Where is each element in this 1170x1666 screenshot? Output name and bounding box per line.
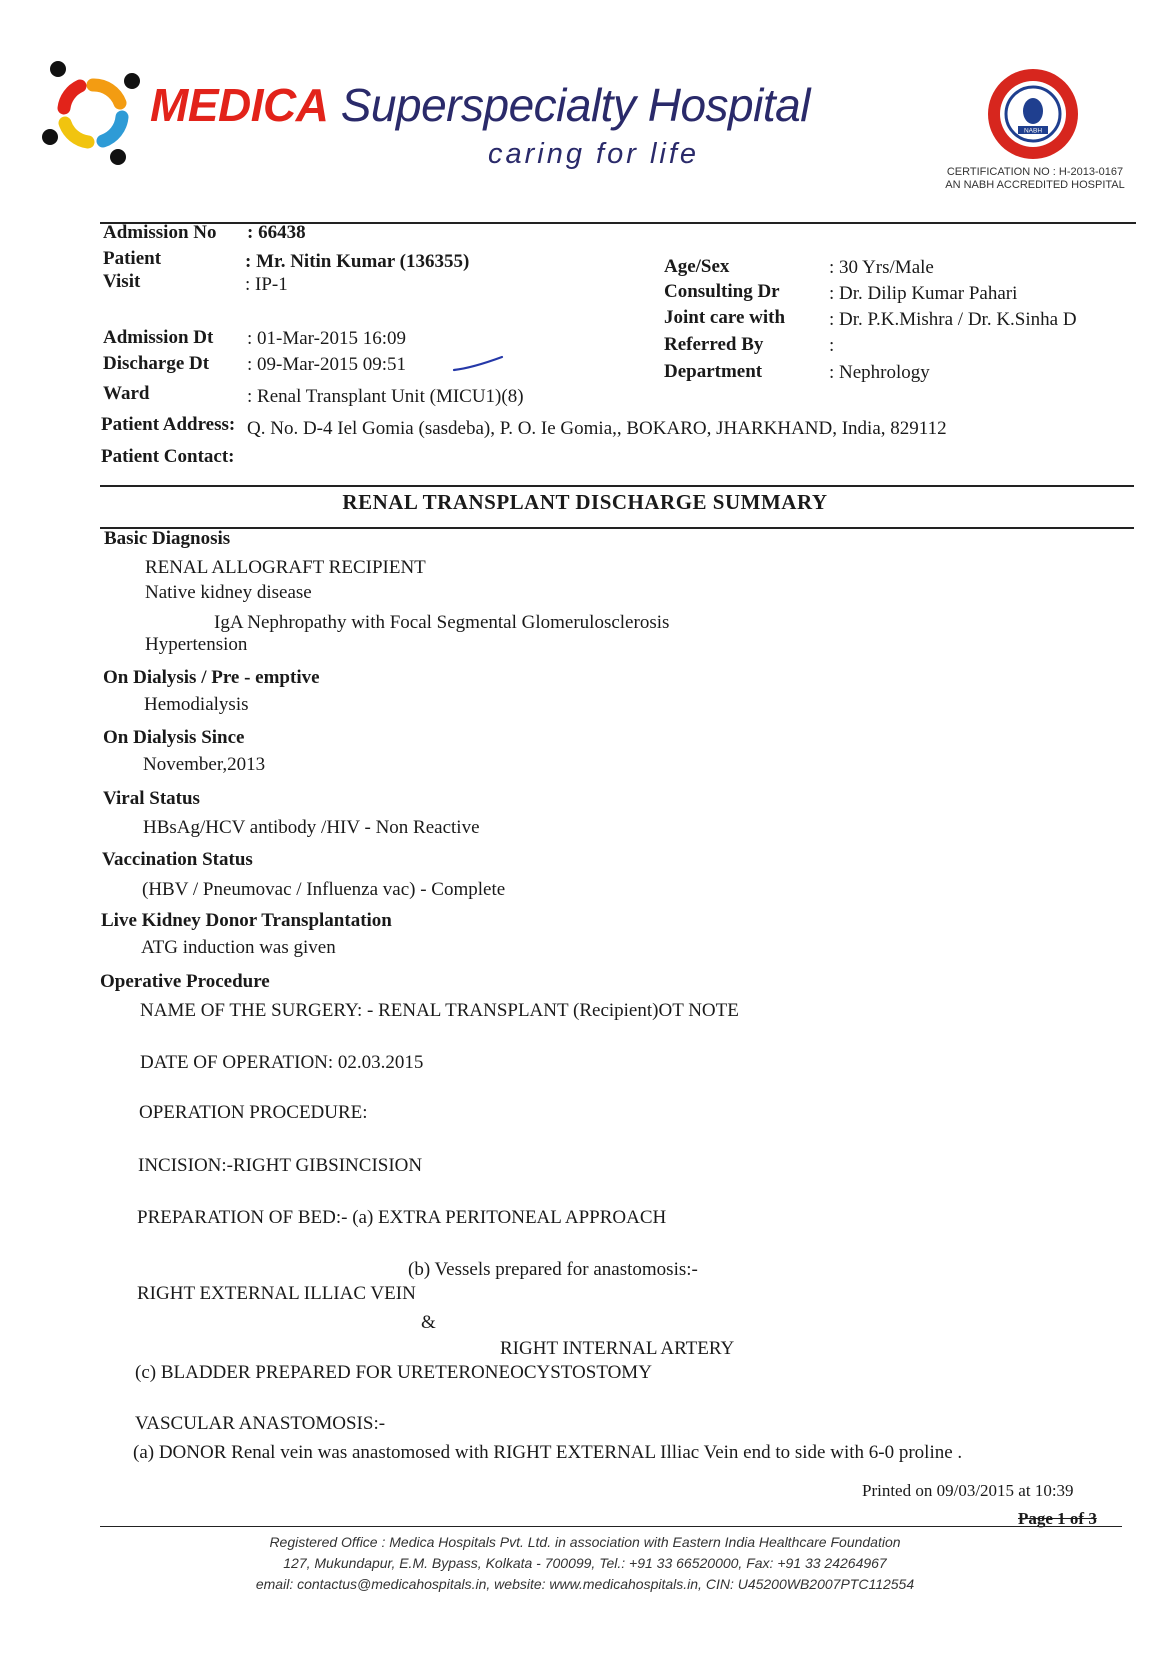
page-number: Page 1 of 3 <box>1018 1509 1097 1528</box>
diagnosis-line: IgA Nephropathy with Focal Segmental Glomerulosclerosis <box>214 612 670 633</box>
document-title: RENAL TRANSPLANT DISCHARGE SUMMARY <box>342 490 828 514</box>
footer-contact: email: contactus@medicahospitals.in, website: www.medicahospitals.in, CIN: U45200WB2007PTC112554 <box>255 1576 915 1592</box>
live-donor-value: ATG induction was given <box>141 937 336 958</box>
on-dialysis-value: Hemodialysis <box>144 694 249 715</box>
consulting-dr-label: Consulting Dr <box>664 281 780 302</box>
operation-note-line: NAME OF THE SURGERY: - RENAL TRANSPLANT (Recipient)OT NOTE <box>140 1000 739 1021</box>
department-value: : Nephrology <box>829 362 930 383</box>
viral-status-heading: Viral Status <box>103 788 200 809</box>
title-bottom-rule <box>100 527 1134 529</box>
operation-note-line: RIGHT EXTERNAL ILLIAC VEIN <box>137 1283 416 1304</box>
operation-note-line: (b) Vessels prepared for anastomosis:- <box>408 1259 698 1280</box>
brand-superspecialty: Superspecialty Hospital <box>340 79 810 131</box>
joint-care-label: Joint care with <box>664 307 786 328</box>
operation-note-line: VASCULAR ANASTOMOSIS:- <box>135 1413 386 1434</box>
patient-address-label: Patient Address: <box>101 414 236 435</box>
diagnosis-line: RENAL ALLOGRAFT RECIPIENT <box>145 557 426 578</box>
patient-address-value: Q. No. D-4 Iel Gomia (sasdeba), P. O. Ie Gomia,, BOKARO, JHARKHAND, India, 829112 <box>247 418 947 439</box>
operation-note-line: INCISION:-RIGHT GIBSINCISION <box>138 1155 423 1176</box>
pen-tick-icon <box>452 354 504 374</box>
certification-number: CERTIFICATION NO : H-2013-0167 <box>946 166 1124 178</box>
ward-label: Ward <box>103 383 150 404</box>
patient-value: : Mr. Nitin Kumar (136355) <box>245 251 470 272</box>
vaccination-status-heading: Vaccination Status <box>102 849 253 870</box>
age-sex-value: : 30 Yrs/Male <box>829 257 934 278</box>
referred-by-value: : <box>829 335 835 356</box>
ward-value: : Renal Transplant Unit (MICU1)(8) <box>247 386 524 407</box>
viral-status-value: HBsAg/HCV antibody /HIV - Non Reactive <box>143 817 480 838</box>
operation-note-line: & <box>421 1312 436 1333</box>
operation-note-line: DATE OF OPERATION: 02.03.2015 <box>140 1052 424 1073</box>
age-sex-label: Age/Sex <box>664 256 730 277</box>
footer-registered-office: Registered Office : Medica Hospitals Pvt. Ltd. in association with Eastern India Healthcare Foundation <box>269 1534 901 1550</box>
footer-address: 127, Mukundapur, E.M. Bypass, Kolkata - 700099, Tel.: +91 33 66520000, Fax: +91 33 24264967 <box>283 1555 887 1571</box>
joint-care-value: : Dr. P.K.Mishra / Dr. K.Sinha D <box>829 309 1077 330</box>
printed-on-timestamp: Printed on 09/03/2015 at 10:39 <box>862 1481 1074 1500</box>
footer-rule <box>100 1526 1122 1527</box>
tagline: caring for life <box>488 138 700 170</box>
diagnosis-line: Native kidney disease <box>145 582 312 603</box>
vaccination-status-value: (HBV / Pneumovac / Influenza vac) - Complete <box>142 879 506 900</box>
accreditation-note: AN NABH ACCREDITED HOSPITAL <box>945 179 1125 191</box>
operative-procedure-heading: Operative Procedure <box>100 971 270 992</box>
admission-no-value: : 66438 <box>247 222 306 243</box>
operation-note-line: (a) DONOR Renal vein was anastomosed with RIGHT EXTERNAL Illiac Vein end to side with 6-0 proline . <box>133 1442 963 1463</box>
department-label: Department <box>664 361 763 382</box>
admission-dt-label: Admission Dt <box>103 327 214 348</box>
brand-medica: MEDICA <box>150 79 329 131</box>
seal-text: NABH <box>1023 127 1043 135</box>
discharge-dt-label: Discharge Dt <box>103 353 210 374</box>
discharge-dt-value: : 09-Mar-2015 09:51 <box>247 354 406 375</box>
visit-value: : IP-1 <box>245 274 288 295</box>
basic-diagnosis-heading: Basic Diagnosis <box>104 528 231 549</box>
hospital-brand <box>150 78 810 132</box>
on-dialysis-heading: On Dialysis / Pre - emptive <box>103 667 320 688</box>
dialysis-since-value: November,2013 <box>143 754 266 775</box>
nabh-seal-icon <box>985 66 1081 162</box>
operation-note-line: RIGHT INTERNAL ARTERY <box>500 1338 735 1359</box>
visit-label: Visit <box>103 271 141 292</box>
patient-label: Patient <box>103 248 162 269</box>
title-top-rule <box>100 485 1134 487</box>
dialysis-since-heading: On Dialysis Since <box>103 727 245 748</box>
consulting-dr-value: : Dr. Dilip Kumar Pahari <box>829 283 1018 304</box>
operation-note-line: PREPARATION OF BED:- (a) EXTRA PERITONEAL APPROACH <box>137 1207 667 1228</box>
referred-by-label: Referred By <box>664 334 764 355</box>
operation-note-line: (c) BLADDER PREPARED FOR URETERONEOCYSTOSTOMY <box>135 1362 652 1383</box>
admission-dt-value: : 01-Mar-2015 16:09 <box>247 328 406 349</box>
live-donor-heading: Live Kidney Donor Transplantation <box>101 910 392 931</box>
operation-note-line: OPERATION PROCEDURE: <box>139 1102 368 1123</box>
medica-logo-icon <box>38 55 148 170</box>
patient-contact-label: Patient Contact: <box>101 446 235 467</box>
diagnosis-line: Hypertension <box>145 634 248 655</box>
admission-no-label: Admission No <box>103 222 217 243</box>
